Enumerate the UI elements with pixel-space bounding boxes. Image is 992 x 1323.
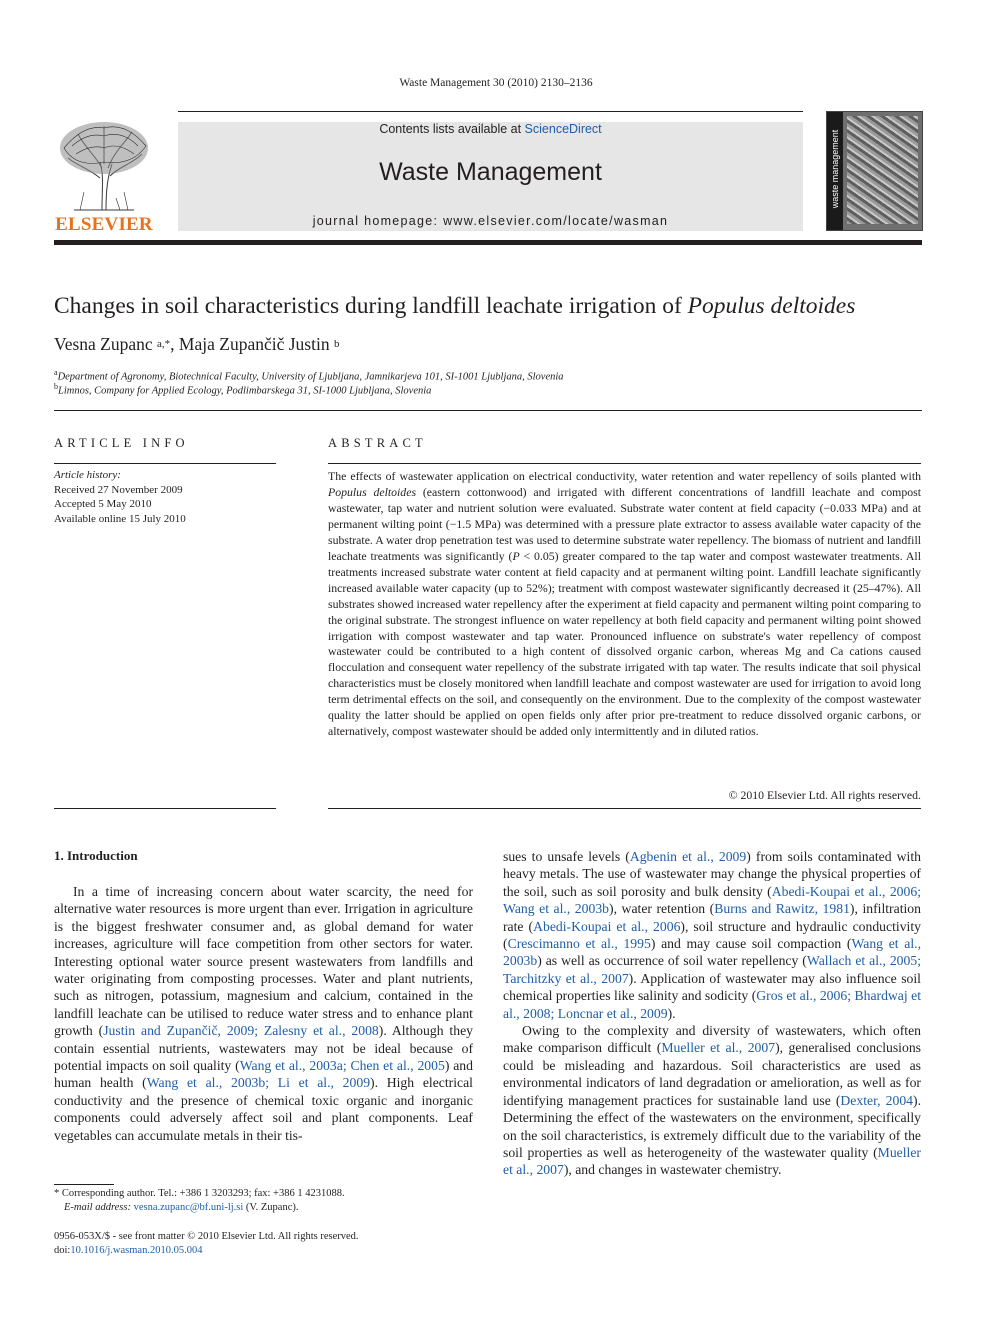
contents-line [178, 122, 803, 136]
intro-text: ) as well as occurrence of soil water repellency ( [537, 953, 807, 969]
intro-text: ). High electrical conductivity and the presence of chemical toxic organic and inorganic components could adversely affect soil and plant components. Leaf vegetables can accumulate metals in their tis- [54, 1075, 473, 1143]
article-info-heading: ARTICLE INFO [54, 436, 189, 450]
affiliation-text: Limnos, Company for Applied Ecology, Podlimbarskega 31, SI-1000 Ljubljana, Slovenia [58, 385, 432, 397]
article-info-rule [54, 463, 276, 464]
author-list [54, 334, 339, 355]
intro-text: ), water retention ( [609, 901, 715, 917]
affiliation-b [54, 382, 431, 397]
email-label: E-mail address: [64, 1202, 134, 1213]
email-note [54, 1201, 474, 1215]
journal-banner [178, 122, 803, 231]
abstract-rule [328, 463, 921, 464]
corresponding-author-note: * Corresponding author. Tel.: +386 1 3203293; fax: +386 1 4231088. [54, 1188, 345, 1199]
contents-prefix: Contents lists available at [379, 122, 525, 136]
citation-link[interactable]: Burns and Rawitz, 1981 [714, 901, 850, 917]
history-title: Article history: [54, 469, 121, 481]
elsevier-wordmark: ELSEVIER [55, 214, 153, 235]
author-1: Vesna Zupanc [54, 334, 153, 354]
intro-text: Owing to the complexity and diversity of wastewaters, which often make comparison difficult ( [503, 1023, 921, 1056]
affiliation-label: a [54, 368, 58, 377]
intro-heading: 1. Introduction [54, 848, 138, 863]
citation-link[interactable]: Wang et al., 2003a; Chen et al., 2005 [239, 1058, 445, 1074]
title-species: Populus deltoides [687, 293, 856, 319]
citation-link[interactable]: Wang et al., 2003b [503, 936, 921, 969]
author-1-marks[interactable]: a,* [157, 338, 171, 350]
author-2: Maja Zupančič Justin [178, 334, 330, 354]
header-rule [178, 111, 803, 112]
citation-link[interactable]: Mueller et al., 2007 [503, 1144, 921, 1178]
citation-link[interactable]: Dexter, 2004 [840, 1092, 914, 1108]
issn-line: 0956-053X/$ - see front matter © 2010 Elsevier Ltd. All rights reserved. [54, 1231, 359, 1242]
article-history [54, 468, 276, 526]
author-2-marks[interactable]: b [333, 338, 340, 350]
article-title [54, 293, 934, 320]
journal-citation: Waste Management 30 (2010) 2130–2136 [399, 77, 593, 89]
doi-link[interactable]: 10.1016/j.wasman.2010.05.004 [70, 1245, 203, 1256]
cover-title: waste management [830, 129, 840, 209]
intro-text: ). Application of wastewater may also influence soil chemical properties like salinity and sodicity ( [503, 970, 921, 1004]
intro-text: ), and changes in wastewater chemistry. [563, 1162, 782, 1178]
affiliation-a [54, 368, 564, 383]
citation-link[interactable]: Gros et al., 2006; Bhardwaj et al., 2008; Loncnar et al., 2009 [503, 988, 922, 1021]
affiliation-text: Department of Agronomy, Biotechnical Faculty, University of Ljubljana, Jamnikarjeva 101, SI-1001 Ljubljana, Slovenia [57, 371, 564, 383]
intro-column-2 [503, 848, 921, 1179]
abstract-body [328, 469, 921, 740]
intro-text: ), soil structure and hydraulic conductivity ( [503, 918, 922, 952]
header-thick-rule [54, 240, 922, 245]
affiliations-rule [54, 410, 922, 411]
intro-text: ) and human health ( [54, 1058, 473, 1091]
abstract-text-1: The effects of wastewater application on electrical conductivity, water retention and water repellency of soils planted with [328, 469, 921, 483]
citation-link[interactable]: Wang et al., 2003b; Li et al., 2009 [146, 1075, 371, 1091]
abstract-species: Populus deltoides [328, 484, 417, 499]
citation-link[interactable]: Crescimanno et al., 1995 [507, 936, 651, 952]
author-separator: , [170, 334, 179, 354]
journal-homepage[interactable]: journal homepage: www.elsevier.com/locate/wasman [312, 214, 669, 228]
email-link[interactable]: vesna.zupanc@bf.uni-lj.si [133, 1202, 244, 1213]
intro-column-1 [54, 883, 473, 1144]
intro-text: ). Although they contain essential nutrients, wastewaters may not be ideal because of potential impacts on soil quality ( [54, 1023, 473, 1074]
front-matter-info [54, 1230, 554, 1258]
title-text: Changes in soil characteristics during landfill leachate irrigation of [54, 293, 688, 319]
intro-text: ), infiltration rate ( [503, 901, 921, 934]
journal-name: Waste Management [379, 158, 602, 186]
abstract-text-2: (eastern cottonwood) and irrigated with different concentrations of landfill leachate and compost wastewater, tap water and nutrient solution were evaluated. Substrate water content at field capacity (−0.033 MPa) and at permanent wilting point (−1.5 MPa) was determined with a pressure plate extractor to assess available water capacity of the substrate. A water drop penetration test was used to determine substrate water repellency. The biomass of nutrient and landfill leachate treatments was significantly ( [328, 484, 921, 563]
abstract-copyright: © 2010 Elsevier Ltd. All rights reserved. [728, 788, 921, 802]
intro-text: ). [667, 1005, 676, 1021]
citation-link[interactable]: Mueller et al., 2007 [661, 1040, 776, 1056]
doi-line [54, 1244, 554, 1258]
footnotes [54, 1187, 474, 1215]
abstract-heading: ABSTRACT [328, 436, 427, 450]
abstract-p-symbol: P [512, 548, 520, 563]
intro-text: ). Determining the effect of the wastewaters on the environment, specifically on the soil characteristics, is extremely difficult due to the variability of the soil properties as well as heterogeneity of the wastewater quality ( [503, 1092, 921, 1160]
footnote-rule [54, 1184, 114, 1185]
citation-link[interactable]: Agbenin et al., 2009 [629, 849, 747, 864]
citation-link[interactable]: Justin and Zupančič, 2009; Zalesny et al., 2008 [103, 1023, 379, 1039]
abstract-bottom-rule [328, 808, 921, 809]
intro-paragraph [503, 848, 921, 1022]
journal-cover [826, 111, 923, 231]
history-received: Received 27 November 2009 [54, 483, 183, 496]
citation-link[interactable]: Wallach et al., 2005; Tarchitzky et al., 2007 [503, 953, 922, 986]
citation-link[interactable]: Abedi-Koupai et al., 2006; Wang et al., 2003b [503, 883, 921, 917]
article-info-bottom-rule [54, 808, 276, 809]
elsevier-tree-icon [54, 118, 154, 214]
intro-paragraph [503, 1022, 921, 1179]
sciencedirect-link[interactable]: ScienceDirect [524, 122, 602, 136]
abstract-text-3: < 0.05) greater compared to the tap water and compost wastewater treatments. All treatments increased substrate water content at field capacity and at permanent wilting point. Landfill leachate significantly increased available water capacity (up to 52%); treatment with compost wastewater significantly decreased it (25–47%). All substrates showed increased water repellency after the experiment at field capacity and permanent wilting point comparing to the original substrate. The strongest influence on water repellency at both field capacity and permanent wilting point showed irrigation with compost wastewater and tap water. Pronounced influence on substrate's water repellency of compost wastewater could be contributed to a high content of dissolved organic carbon, whereas Mg and Ca cations caused flocculation and consequent water repellency of the substrate irrigated with tap water. The results indicate that soil physical characteristics must be closely monitored when landfill leachate and compost wastewater are used for irrigation to avoid long term detrimental effects on the soil, and consequently on the environment. Due to the complexity of the compost wastewater quality the latter should be applied on open fields only after prior pre-treatment to reduce dissolved organic carbons, or alternatively, compost wastewater should be added only intermittently and in diluted ratios. [328, 548, 921, 739]
history-online: Available online 15 July 2010 [54, 512, 186, 525]
email-suffix: (V. Zupanc). [243, 1202, 299, 1213]
citation-link[interactable]: Abedi-Koupai et al., 2006 [533, 918, 681, 934]
intro-text: ) from soils contaminated with heavy metals. The use of wastewater may change the physical properties of the soil, such as soil porosity and bulk density ( [503, 849, 921, 899]
intro-text: sues to unsafe levels ( [503, 849, 630, 864]
intro-text: In a time of increasing concern about water scarcity, the need for alternative water resources is more urgent than ever. Irrigation in agriculture is the biggest freshwater consumer and, as global demand for water increases, agriculture will face competition from other sectors for water. Interesting optional water source present wastewaters from landfills and water originating from composting processes. Water and plant nutrients, such as nitrogen, potassium, magnesium and calcium, contained in the landfill leachate can be utilised to reduce water stress and to enhance plant growth ( [54, 884, 473, 1039]
elsevier-logo [54, 118, 154, 236]
history-accepted: Accepted 5 May 2010 [54, 498, 152, 510]
affiliation-label: b [54, 382, 58, 391]
intro-text: ) and may cause soil compaction ( [650, 936, 852, 952]
intro-paragraph [54, 883, 473, 1144]
intro-text: ), generalised conclusions could be misleading and hazardous. Soil characteristics are used as environmental indicators of land degradation or amelioration, as well as for identifying management practices for sustainable land use ( [503, 1040, 921, 1108]
doi-prefix: doi: [54, 1245, 71, 1256]
cover-image [847, 116, 918, 224]
